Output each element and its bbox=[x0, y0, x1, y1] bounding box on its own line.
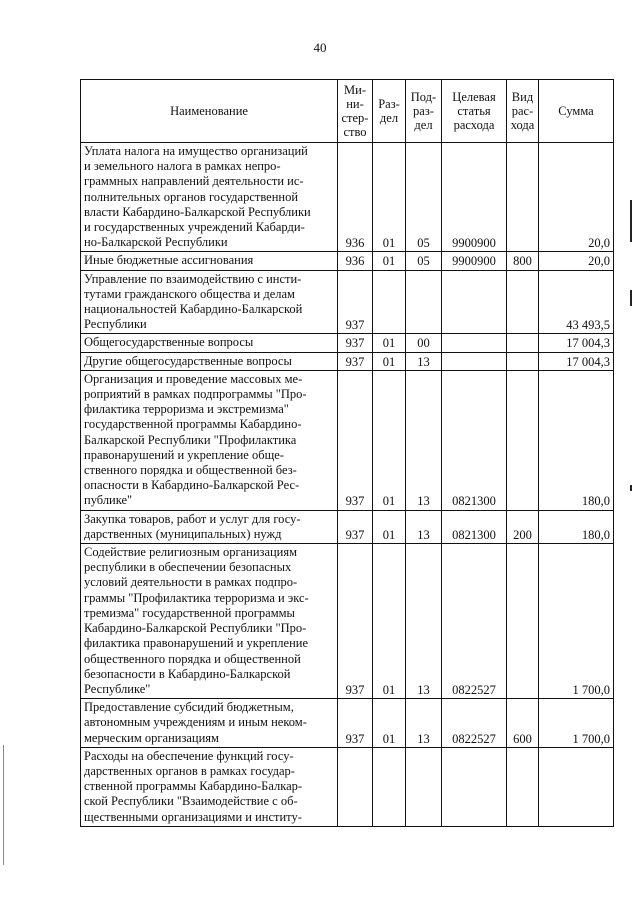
table-row bbox=[81, 699, 614, 748]
header-name: Наименование bbox=[81, 80, 338, 143]
cell-ministry: 936 bbox=[338, 143, 373, 252]
cell-type bbox=[507, 544, 539, 699]
cell-section: 01 bbox=[373, 352, 406, 370]
cell-sum: 17 004,3 bbox=[539, 334, 614, 352]
cell-name: Содействие религиозным организациям республики в обеспечении безопасных условий деятельности в рамках подпро- граммы "Профилактика терроризма и экс- тремизма" государственной программы Кабардино-Балкарской Республики "Про- филактика правонарушений и укрепление общественного порядка и общественной безопасности в Кабардино-Балкарской Республике" bbox=[81, 544, 338, 699]
cell-target: 9900900 bbox=[442, 143, 507, 252]
cell-sum: 180,0 bbox=[539, 510, 614, 543]
table-row bbox=[81, 334, 614, 352]
cell-section: 01 bbox=[373, 370, 406, 510]
cell-ministry: 937 bbox=[338, 270, 373, 334]
cell-subsection: 00 bbox=[406, 334, 442, 352]
cell-section: 01 bbox=[373, 544, 406, 699]
budget-table bbox=[80, 79, 614, 827]
cell-type: 600 bbox=[507, 699, 539, 748]
header-subsection: Под- раз- дел bbox=[406, 80, 442, 143]
cell-name: Иные бюджетные ассигнования bbox=[81, 252, 338, 270]
cell-subsection bbox=[406, 747, 442, 826]
cell-section: 01 bbox=[373, 252, 406, 270]
cell-ministry: 936 bbox=[338, 252, 373, 270]
cell-sum: 180,0 bbox=[539, 370, 614, 510]
cell-sum bbox=[539, 747, 614, 826]
cell-subsection: 05 bbox=[406, 143, 442, 252]
cell-sum: 20,0 bbox=[539, 143, 614, 252]
table-row bbox=[81, 143, 614, 252]
cell-type bbox=[507, 270, 539, 334]
cell-subsection: 13 bbox=[406, 352, 442, 370]
cell-type bbox=[507, 143, 539, 252]
cell-target: 0821300 bbox=[442, 510, 507, 543]
header-ministry: Ми- ни- стер- ство bbox=[338, 80, 373, 143]
cell-type bbox=[507, 747, 539, 826]
table-body bbox=[81, 143, 614, 827]
cell-section: 01 bbox=[373, 334, 406, 352]
cell-name: Организация и проведение массовых ме- роприятий в рамках подпрограммы "Про- филактика терроризма и экстремизма" государственной программы Кабардино- Балкарской Республики "Профилактика правонарушений и укрепление обще- ственного порядка и общественной без- опасности в Кабардино-Балкарской Рес- публике" bbox=[81, 370, 338, 510]
cell-sum: 1 700,0 bbox=[539, 544, 614, 699]
table-row bbox=[81, 252, 614, 270]
cell-target: 9900900 bbox=[442, 252, 507, 270]
cell-type bbox=[507, 352, 539, 370]
cell-ministry: 937 bbox=[338, 352, 373, 370]
header-target: Целевая статья расхода bbox=[442, 80, 507, 143]
cell-target bbox=[442, 747, 507, 826]
cell-subsection: 13 bbox=[406, 699, 442, 748]
cell-sum: 1 700,0 bbox=[539, 699, 614, 748]
cell-ministry: 937 bbox=[338, 544, 373, 699]
header-type: Вид рас- хода bbox=[507, 80, 539, 143]
cell-subsection: 05 bbox=[406, 252, 442, 270]
cell-ministry: 937 bbox=[338, 510, 373, 543]
cell-name: Управление по взаимодействию с инсти- тутами гражданского общества и делам национальностей Кабардино-Балкарской Республики bbox=[81, 270, 338, 334]
cell-sum: 20,0 bbox=[539, 252, 614, 270]
right-margin-mark-3 bbox=[630, 485, 632, 491]
cell-subsection: 13 bbox=[406, 370, 442, 510]
table-header bbox=[81, 80, 614, 143]
cell-target bbox=[442, 270, 507, 334]
cell-section bbox=[373, 270, 406, 334]
cell-type: 800 bbox=[507, 252, 539, 270]
cell-target: 0822527 bbox=[442, 544, 507, 699]
right-margin-mark-2 bbox=[630, 290, 632, 306]
header-sum: Сумма bbox=[539, 80, 614, 143]
cell-section: 01 bbox=[373, 143, 406, 252]
table-row bbox=[81, 270, 614, 334]
table-row bbox=[81, 747, 614, 826]
left-margin-mark bbox=[3, 745, 4, 865]
cell-subsection: 13 bbox=[406, 510, 442, 543]
header-section: Раз- дел bbox=[373, 80, 406, 143]
cell-name: Расходы на обеспечение функций госу- дарственных органов в рамках государ- ственной программы Кабардино-Балкар- ской Республики "Взаимодействие с об- щественными организациями и институ- bbox=[81, 747, 338, 826]
table-row bbox=[81, 352, 614, 370]
cell-section: 01 bbox=[373, 510, 406, 543]
table-row bbox=[81, 544, 614, 699]
cell-name: Предоставление субсидий бюджетным, автономным учреждениям и иным неком- мерческим организациям bbox=[81, 699, 338, 748]
cell-target: 0821300 bbox=[442, 370, 507, 510]
right-margin-mark-1 bbox=[630, 200, 632, 242]
cell-target bbox=[442, 334, 507, 352]
cell-subsection bbox=[406, 270, 442, 334]
page-number: 40 bbox=[313, 40, 327, 55]
table-row bbox=[81, 370, 614, 510]
cell-sum: 43 493,5 bbox=[539, 270, 614, 334]
cell-ministry bbox=[338, 747, 373, 826]
cell-target bbox=[442, 352, 507, 370]
cell-name: Уплата налога на имущество организаций и земельного налога в рамках непро- граммных направлений деятельности ис- полнительных органов государственной власти Кабардино-Балкарской Республики и государственных учреждений Кабарди- но-Балкарской Республики bbox=[81, 143, 338, 252]
cell-name: Другие общегосударственные вопросы bbox=[81, 352, 338, 370]
cell-target: 0822527 bbox=[442, 699, 507, 748]
cell-name: Общегосударственные вопросы bbox=[81, 334, 338, 352]
cell-type bbox=[507, 370, 539, 510]
cell-ministry: 937 bbox=[338, 370, 373, 510]
cell-section bbox=[373, 747, 406, 826]
cell-subsection: 13 bbox=[406, 544, 442, 699]
cell-ministry: 937 bbox=[338, 334, 373, 352]
cell-type bbox=[507, 334, 539, 352]
table-row bbox=[81, 510, 614, 543]
cell-type: 200 bbox=[507, 510, 539, 543]
cell-name: Закупка товаров, работ и услуг для госу- дарственных (муниципальных) нужд bbox=[81, 510, 338, 543]
cell-section: 01 bbox=[373, 699, 406, 748]
cell-ministry: 937 bbox=[338, 699, 373, 748]
cell-sum: 17 004,3 bbox=[539, 352, 614, 370]
